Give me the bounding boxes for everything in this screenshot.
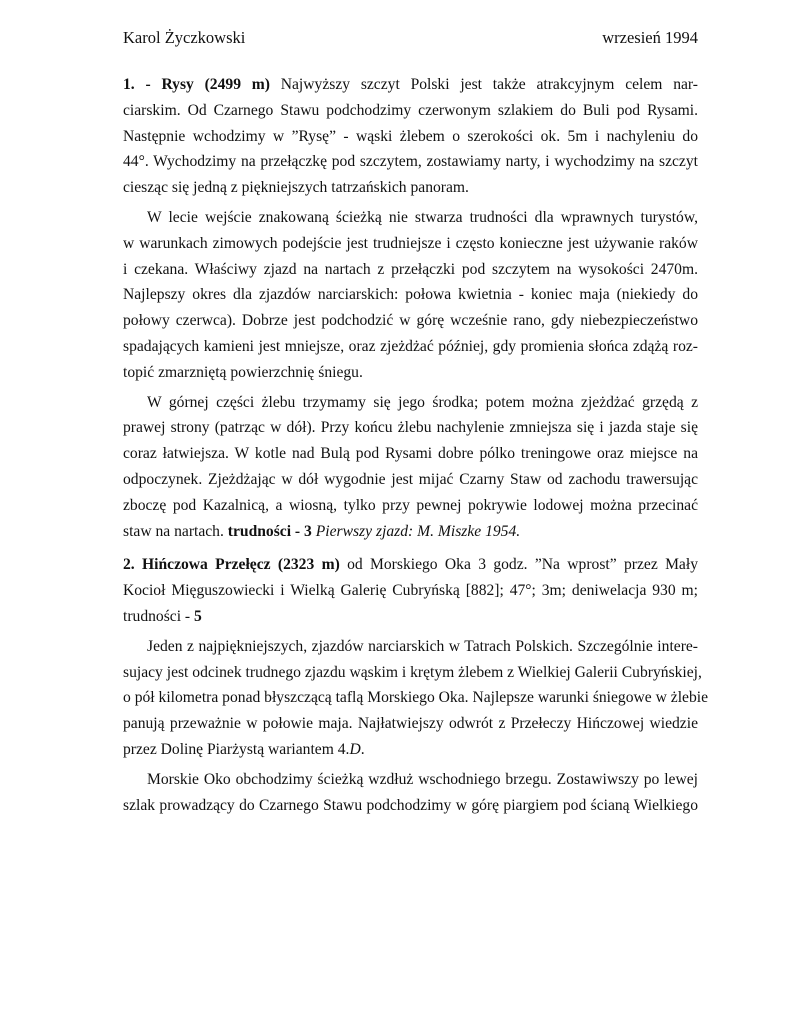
text-line: ciarskim. Od Czarnego Stawu podchodzimy czerwonym szlakiem do Buli pod Rysami. — [123, 101, 698, 119]
text-line: w warunkach zimowych podejście jest trudniejsze i często konieczne jest używanie raków — [123, 234, 698, 252]
text-line: coraz łatwiejsza. W kotle nad Bulą pod Rysami dobre pólko treningowe oraz miejsce na — [123, 445, 698, 463]
text-line: Kocioł Mięguszowiecki i Wielką Galerię Cubryńską [882]; 47°; 3m; deniwelacja 930 m; — [123, 582, 698, 600]
section2-intro — [123, 552, 698, 629]
section2-paragraph2 — [123, 767, 698, 819]
text-line: prawej strony (patrząc w dół). Przy końcu żlebu nachylenie zmniejsza się i jazda staje się — [123, 419, 698, 437]
text-line: W lecie wejście znakowaną ścieżką nie stwarza trudności dla wprawnych turystów, — [147, 208, 698, 226]
text-line: W górnej części żlebu trzymamy się jego środka; potem można zjeżdżać grzędą z — [147, 393, 698, 411]
text-line: ciesząc się jedną z piękniejszych tatrzańskich panoram. — [123, 179, 469, 197]
section1-heading: 1. - Rysy (2499 m) — [123, 76, 270, 93]
text-line: trudności - 5 — [123, 607, 202, 625]
text-line: 44°. Wychodzimy na przełączkę pod szczytem, zostawiamy narty, i wychodzimy na szczyt — [123, 153, 698, 171]
difficulty-rating: 5 — [194, 607, 202, 625]
difficulty-rating: trudności - 3 — [227, 522, 312, 540]
text-line: spadających kamieni jest mniejsze, oraz zjeżdżać później, gdy promienia słońca zdążą roz- — [123, 337, 698, 355]
section1-paragraph2 — [123, 205, 698, 386]
text-line: Jeden z najpiękniejszych, zjazdów narciarskich w Tatrach Polskich. Szczególnie intere- — [147, 637, 698, 655]
text-line: przez Dolinę Piarżystą wariantem 4.D. — [123, 740, 365, 758]
section1-paragraph1 — [123, 72, 698, 201]
section2-heading: 2. Hińczowa Przełęcz (2323 m) — [123, 556, 340, 574]
text-line: połowy czerwca). Dobrze jest podchodzić w górę wcześnie rano, gdy niebezpieczeństwo — [123, 312, 698, 330]
text-line: topić zmarzniętą powierzchnię śniegu. — [123, 363, 363, 381]
text-line: Najlepszy okres dla zjazdów narciarskich: połowa kwietnia - koniec maja (niekiedy do — [123, 286, 698, 304]
text-line: 2. Hińczowa Przełęcz (2323 m) od Morskiego Oka 3 godz. ”Na wprost” przez Mały — [123, 556, 698, 574]
first-descent-note: Pierwszy zjazd: M. Miszke 1954. — [315, 522, 521, 540]
text-line: o pół kilometra ponad błyszczącą taflą Morskiego Oka. Najlepsze warunki śniegowe w żlebie — [123, 689, 708, 707]
text-line: szlak prowadzący do Czarnego Stawu podchodzimy w górę piargiem pod ścianą Wielkiego — [123, 796, 698, 814]
header-author: Karol Życzkowski — [123, 28, 246, 47]
text-line: Następnie wchodzimy w ”Rysę” - wąski żlebem o szerokości ok. 5m i nachyleniu do — [123, 127, 698, 145]
text-line: odpoczynek. Zjeżdżając w dół wygodnie jest mijać Czarny Staw od zachodu trawersując — [123, 470, 698, 488]
running-header — [123, 28, 698, 50]
section2-paragraph1 — [123, 634, 708, 763]
text-line: panują przeważnie w połowie maja. Najłatwiejszy odwrót z Przełeczy Hińczowej wiedzie — [123, 715, 698, 733]
section1-paragraph3 — [123, 390, 698, 545]
text-line: i czekana. Właściwy zjazd na nartach z przełączki pod szczytem na wysokości 2470m. — [123, 260, 698, 278]
header-date: wrzesień 1994 — [602, 28, 698, 47]
text-line: zboczę pod Kazalnicą, a wiosną, tylko przy pewnej pokrywie lodowej można przecinać — [123, 496, 698, 514]
text-line: staw na nartach. trudności - 3 Pierwszy zjazd: M. Miszke 1954. — [123, 522, 521, 540]
variant-reference: D — [349, 740, 361, 758]
article-body — [123, 72, 708, 818]
text-line: Morskie Oko obchodzimy ścieżką wzdłuż wschodniego brzegu. Zostawiwszy po lewej — [147, 770, 698, 788]
text-line: 1. - Rysy (2499 m) Najwyższy szczyt Polski jest także atrakcyjnym celem nar- — [123, 76, 698, 93]
text-line: sujacy jest odcinek trudnego zjazdu wąskim i krętym żlebem z Wielkiej Galerii Cubryńskiej, — [123, 663, 702, 681]
